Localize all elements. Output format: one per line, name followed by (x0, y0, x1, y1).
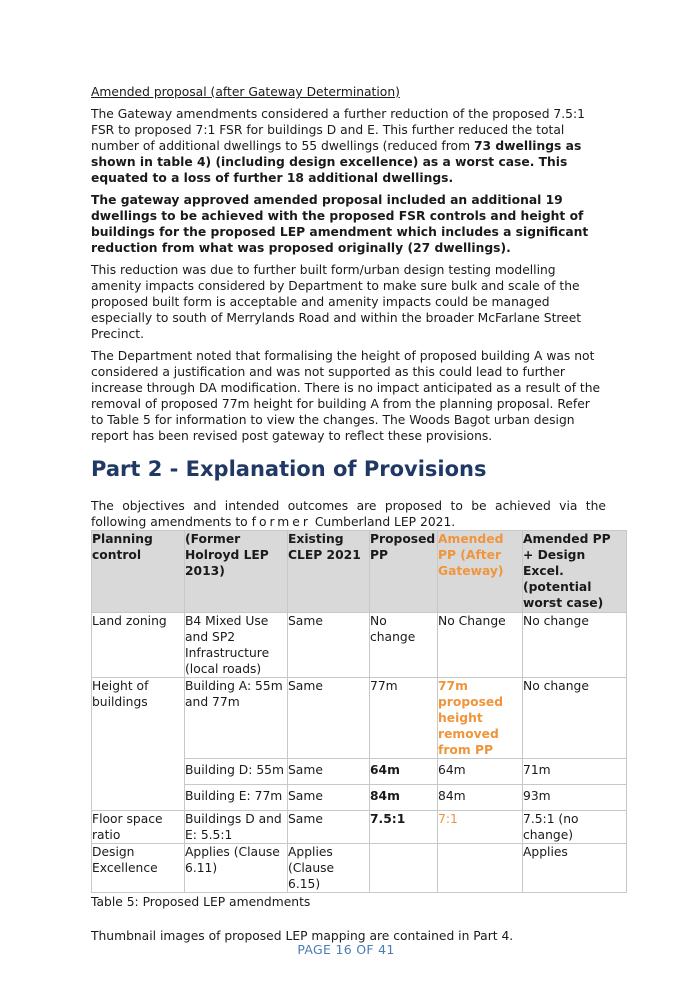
part-heading: Part 2 - Explanation of Provisions (91, 457, 487, 481)
table-cell: Same (288, 613, 370, 678)
table-cell: Applies (Clause 6.11) (185, 844, 288, 893)
table-cell: Land zoning (92, 613, 185, 678)
table-header-cell: Proposed PP (370, 531, 438, 613)
table-cell: Applies (523, 844, 627, 893)
table-header-cell: Planning control (92, 531, 185, 613)
paragraph-1-text: The Gateway amendments considered a further reduction of the proposed 7.5:1 FSR to proposed 7:1 FSR for buildings D and E. This further reduced the total number of additional dwellings to 55 dwellings (reduced from (91, 107, 585, 153)
table-cell: 71m (523, 759, 627, 785)
table-header-cell: Amended PP (After Gateway) (438, 531, 523, 613)
table-cell: B4 Mixed Use and SP2 Infrastructure (local roads) (185, 613, 288, 678)
table-cell: Same (288, 785, 370, 811)
table-cell: Height of buildings (92, 678, 185, 759)
table-row (92, 844, 627, 893)
table-header-cell: Amended PP + Design Excel. (potential worst case) (523, 531, 627, 613)
document-page (91, 84, 611, 944)
paragraph-2: The gateway approved amended proposal included an additional 19 dwellings to be achieved with the proposed FSR controls and height of buildings for the proposed LEP amendment which includes a significant reduction from what was proposed originally (27 dwellings). (91, 193, 589, 255)
table-row (92, 759, 627, 785)
paragraph-3: This reduction was due to further built form/urban design testing modelling amenity impacts considered by Department to make sure bulk and scale of the proposed built form is acceptable and amenity impacts could be managed especially to south of Merrylands Road and within the broader McFarlane Street Precinct. (91, 263, 582, 341)
table-cell (92, 785, 185, 811)
table-cell: Building A: 55m and 77m (185, 678, 288, 759)
intro-before: The objectives and intended outcomes are proposed to be achieved via the following amendments to (91, 499, 606, 529)
table-cell: Same (288, 678, 370, 759)
table-cell: Same (288, 759, 370, 785)
table-header-cell: (Former Holroyd LEP 2013) (185, 531, 288, 613)
table-caption: Table 5: Proposed LEP amendments (91, 895, 311, 909)
intro-spaced: former (251, 515, 311, 529)
table-cell: 77m (370, 678, 438, 759)
table-cell: No change (523, 678, 627, 759)
table-cell: 77m proposed height removed from PP (438, 678, 523, 759)
table-cell: Applies (Clause 6.15) (288, 844, 370, 893)
paragraph-1-bold: 73 dwellings as shown in table 4) (including design excellence) as a worst case. This equated to a loss of further 18 additional dwellings. (91, 139, 582, 185)
table-cell: 7.5:1 (no change) (523, 811, 627, 844)
intro-after: Cumberland LEP 2021. (310, 515, 456, 529)
table-cell: 7.5:1 (370, 811, 438, 844)
table-cell: No Change (438, 613, 523, 678)
table-cell: 84m (438, 785, 523, 811)
paragraph-1 (91, 106, 606, 186)
table-cell (438, 844, 523, 893)
thumbnail-note: Thumbnail images of proposed LEP mapping are contained in Part 4. (91, 929, 514, 943)
lep-amendments-table (91, 530, 627, 893)
table-cell: Building E: 77m (185, 785, 288, 811)
table-cell: Buildings D and E: 5.5:1 (185, 811, 288, 844)
table-row (92, 785, 627, 811)
table-cell: Same (288, 811, 370, 844)
table-cell: No change (523, 613, 627, 678)
table-cell: Design Excellence (92, 844, 185, 893)
table-cell: 64m (370, 759, 438, 785)
intro-paragraph (91, 498, 606, 530)
table-cell: 64m (438, 759, 523, 785)
table-row (92, 811, 627, 844)
table-cell (370, 844, 438, 893)
table-header-cell: Existing CLEP 2021 (288, 531, 370, 613)
table-cell: 93m (523, 785, 627, 811)
table-cell: No change (370, 613, 438, 678)
page-number-footer: PAGE 16 OF 41 (297, 942, 395, 957)
table-cell: Building D: 55m (185, 759, 288, 785)
table-cell: 84m (370, 785, 438, 811)
section-heading: Amended proposal (after Gateway Determination) (91, 85, 400, 99)
table-header-row (92, 531, 627, 613)
table-cell: Floor space ratio (92, 811, 185, 844)
paragraph-4: The Department noted that formalising the height of proposed building A was not considered a justification and was not supported as this could lead to further increase through DA modification. There is no impact anticipated as a result of the removal of proposed 77m height for building A from the planning proposal. Refer to Table 5 for information to view the changes. The Woods Bagot urban design report has been revised post gateway to reflect these provisions. (91, 349, 601, 443)
table-row (92, 613, 627, 678)
table-cell (92, 759, 185, 785)
table-cell: 7:1 (438, 811, 523, 844)
table-row (92, 678, 627, 759)
